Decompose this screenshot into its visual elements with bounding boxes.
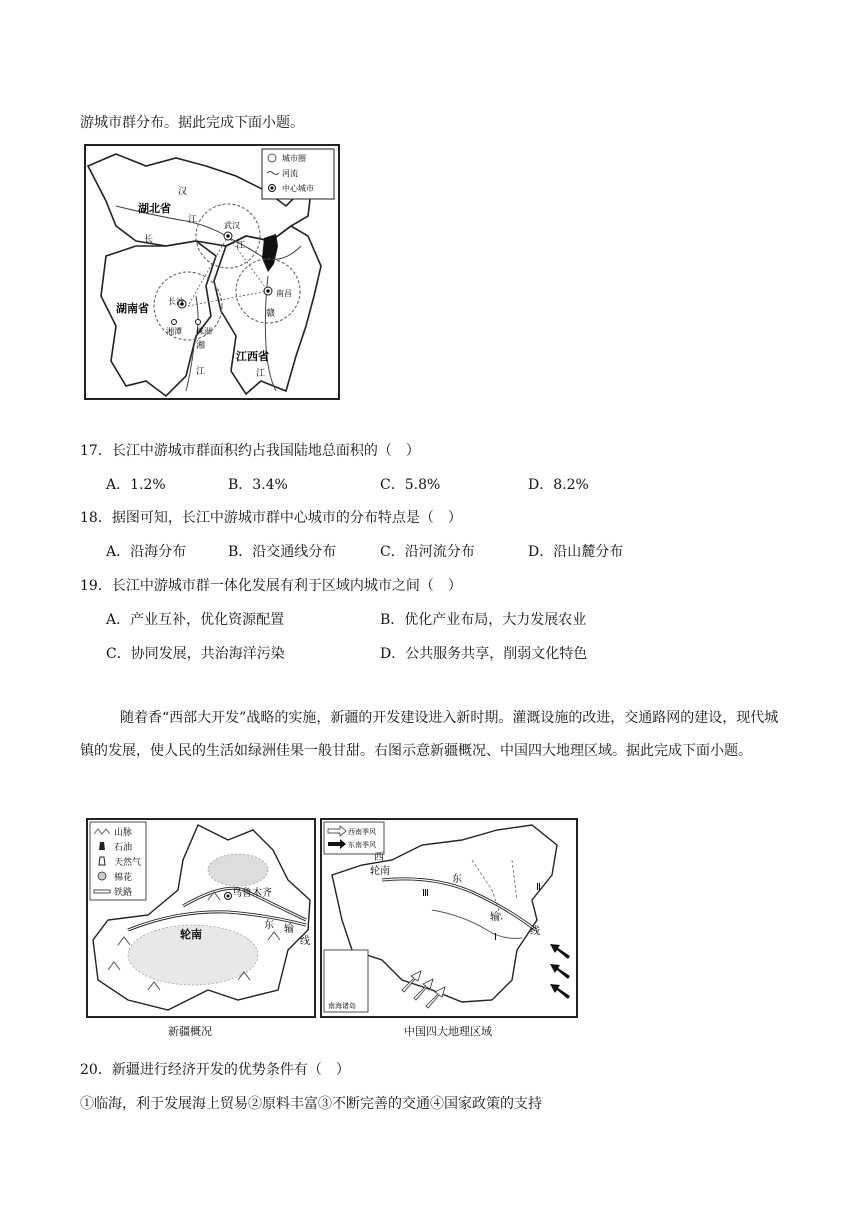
- q18-option-d[interactable]: D．沿山麓分布: [528, 544, 624, 560]
- q18-option-b[interactable]: B．沿交通线分布: [228, 544, 337, 560]
- q18-option-a[interactable]: A．沿海分布: [106, 544, 187, 560]
- label-urumqi: 乌鲁木齐: [232, 888, 272, 899]
- label-xiangtan: 湘潭: [166, 327, 182, 336]
- map3-legend: [324, 822, 384, 854]
- river-char: 江: [196, 367, 206, 377]
- river-char: 长: [144, 235, 154, 245]
- label-region-1: Ⅰ: [494, 932, 497, 943]
- q20-items: ①临海，利于发展海上贸易②原料丰富③不断完善的交通④国家政策的支持: [80, 1096, 542, 1112]
- label-lunnan-cn: 轮南: [370, 866, 390, 877]
- xinjiang-map: [86, 818, 316, 1018]
- label-changsha: 长沙: [168, 297, 184, 306]
- q18-option-c[interactable]: C．沿河流分布: [380, 544, 475, 560]
- legend-se-monsoon: 东南季风: [348, 841, 376, 849]
- label-lunnan: 轮南: [180, 928, 202, 941]
- china-regions-map-svg: [322, 820, 576, 1016]
- label-jiangxi: 江西省: [236, 350, 269, 363]
- city-cluster-map: [84, 144, 340, 400]
- label-wuhan: 武汉: [224, 221, 240, 230]
- nanchang-marker: [264, 287, 272, 295]
- label-hubei: 湖北省: [138, 202, 171, 215]
- q20-stem: 20．新疆进行经济开发的优势条件有（ ）: [80, 1062, 350, 1078]
- river-char: 江: [236, 241, 246, 251]
- legend-city-circle: 城市圈: [282, 154, 306, 163]
- legend-gas: 天然气: [114, 858, 142, 868]
- legend-center-city: 中心城市: [282, 184, 314, 193]
- q17-stem: 17．长江中游城市群面积约占我国陆地总面积的（ ）: [80, 443, 420, 459]
- legend-mountain: 山脉: [114, 828, 133, 838]
- xinjiang-map-svg: [88, 820, 314, 1016]
- label-zhuzhou: 株洲: [196, 327, 212, 336]
- legend-sw-monsoon: 西南季风: [348, 828, 376, 836]
- label-xian-cn: 线: [530, 926, 540, 937]
- legend-cotton: 棉花: [114, 873, 133, 883]
- label-nanchang: 南昌: [276, 289, 292, 298]
- label-xi: 西: [374, 852, 384, 863]
- q19-option-b[interactable]: B．优化产业布局，大力发展农业: [380, 612, 587, 628]
- q19-stem: 19．长江中游城市群一体化发展有利于区域内城市之间（ ）: [80, 578, 462, 594]
- q17-option-d[interactable]: D．8.2%: [528, 477, 589, 493]
- label-dong: 东: [264, 920, 274, 931]
- q17-option-b[interactable]: B．3.4%: [228, 477, 288, 493]
- wuhan-marker: [224, 232, 232, 240]
- legend-oil: 石油: [114, 843, 133, 853]
- river-char: 赣: [266, 309, 276, 319]
- label-dong-cn: 东: [452, 874, 462, 885]
- reading-passage: 随着香“西部大开发”战略的实施，新疆的开发建设进入新时期。灌溉设施的改进，交通路网的建设，现代城镇的发展，使人民的生活如绿洲佳果一般甘甜。右图示意新疆概况、中国四大地理区域。据此完成下面小题。: [80, 710, 779, 759]
- label-shu: 输: [284, 924, 294, 935]
- legend-railway: 铁路: [114, 888, 133, 898]
- label-south-sea-islands: 南海诸岛: [328, 1002, 356, 1010]
- q18-stem: 18．据图可知，长江中游城市群中心城市的分布特点是（ ）: [80, 510, 462, 526]
- river-char: 汉: [178, 187, 188, 197]
- river-char: 湘: [196, 341, 206, 351]
- label-shu-cn: 输: [490, 912, 500, 923]
- q17-option-a[interactable]: A．1.2%: [106, 477, 166, 493]
- q17-option-c[interactable]: C．5.8%: [380, 477, 441, 493]
- label-hunan: 湖南省: [116, 302, 149, 315]
- legend-river: 河流: [282, 169, 298, 178]
- intro-text: 游城市群分布。据此完成下面小题。: [80, 115, 304, 131]
- river-char: 江: [256, 369, 266, 379]
- label-region-2: Ⅱ: [536, 882, 541, 893]
- china-regions-map-caption: 中国四大地理区域: [404, 1025, 492, 1038]
- label-xian: 线: [300, 936, 310, 947]
- river-char: 江: [188, 215, 198, 225]
- city-cluster-map-svg: [86, 146, 338, 398]
- q19-option-c[interactable]: C．协同发展，共治海洋污染: [106, 646, 285, 662]
- xinjiang-map-caption: 新疆概况: [168, 1025, 212, 1038]
- q19-option-a[interactable]: A．产业互补，优化资源配置: [106, 612, 285, 628]
- label-region-3: Ⅲ: [422, 888, 429, 899]
- china-regions-map: [320, 818, 578, 1018]
- q19-option-d[interactable]: D．公共服务共享，削弱文化特色: [380, 646, 588, 662]
